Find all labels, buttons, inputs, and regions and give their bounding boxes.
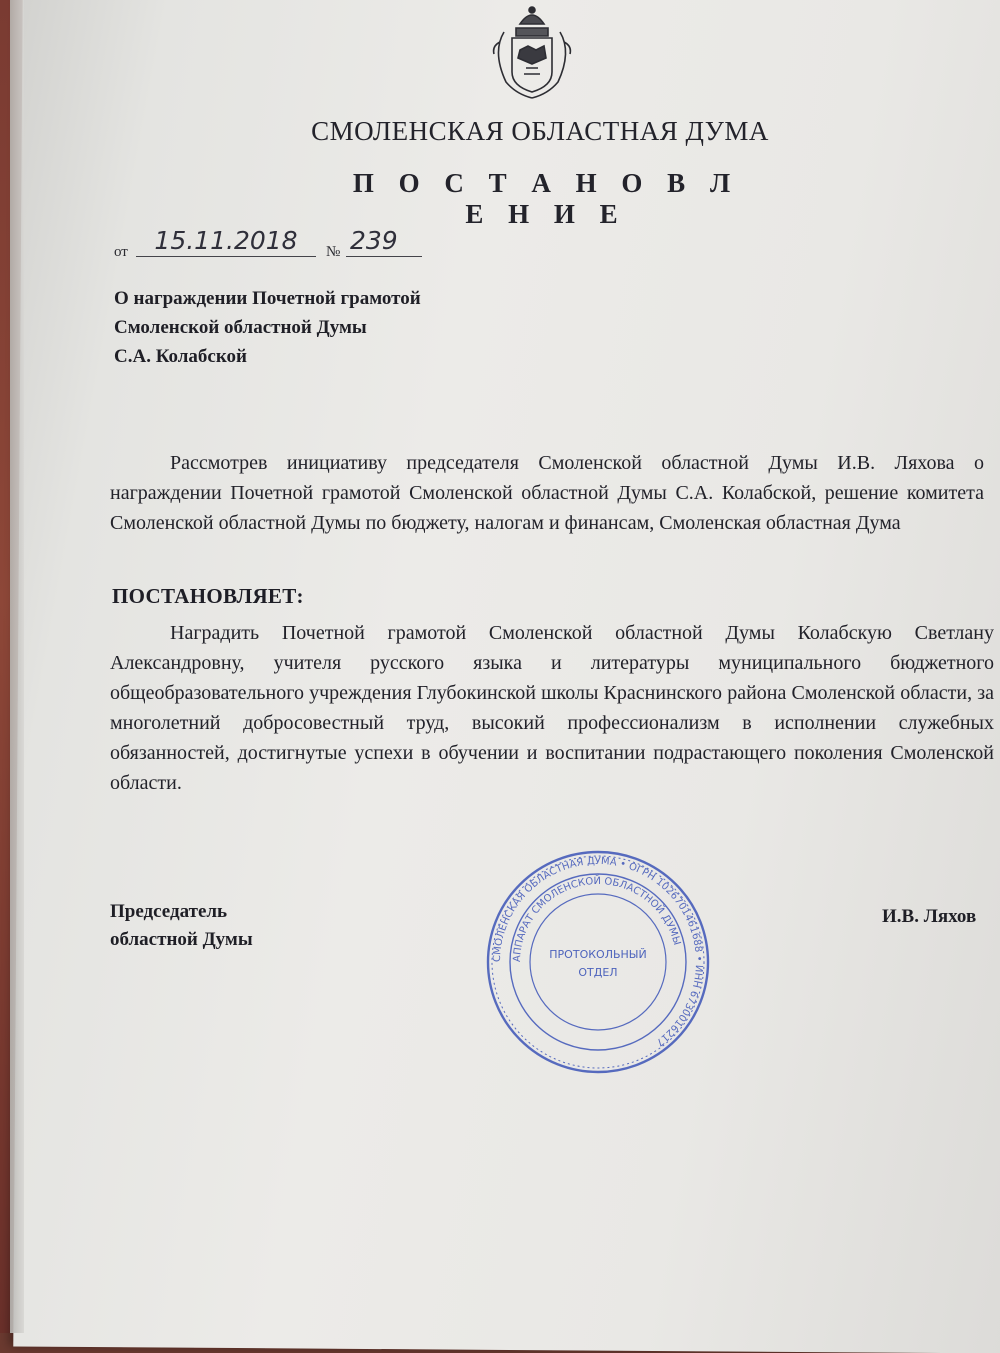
coat-of-arms-icon: [486, 2, 578, 102]
date-number-line: [114, 224, 434, 264]
signatory-title-line: Председатель: [110, 901, 228, 922]
resolves-heading: ПОСТАНОВЛЯЕТ:: [112, 584, 304, 608]
document-date: 15.11.2018: [136, 226, 316, 257]
signatory-title-line: областной Думы: [110, 929, 253, 950]
seal-middle-text: АППАРАТ СМОЛЕНСКОЙ ОБЛАСТНОЙ ДУМЫ: [511, 875, 683, 963]
signatory-name: И.В. Ляхов: [882, 906, 977, 927]
subject-line: Смоленской областной Думы: [114, 317, 367, 338]
seal-center-line: ПРОТОКОЛЬНЫЙ: [549, 948, 647, 961]
seal-outer-text: СМОЛЕНСКАЯ ОБЛАСТНАЯ ДУМА • ОГРН 1026701461688 • ИНН 6730016217: [491, 855, 705, 1048]
resolution-text: Наградить Почетной грамотой Смоленской областной Думы Колабскую Светлану Александровну, учителя русского языка и литературы муниципального бюджетного общеобразовательного учреждения Глубокинской школы Краснинского района Смоленской области, за многолетний добросовестный труд, высокий профессионализм в исполнении служебных обязанностей, достигнутые успехи в обучении и воспитании подрастающего поколения Смоленской области.: [110, 622, 994, 794]
document-subject: [114, 284, 421, 371]
organization-title: СМОЛЕНСКАЯ ОБЛАСТНАЯ ДУМА: [311, 116, 769, 146]
number-sign: №: [326, 244, 341, 260]
preamble-paragraph: [110, 448, 984, 538]
signatory-title: [110, 898, 253, 954]
seal-center-line: ОТДЕЛ: [578, 966, 618, 979]
document-number: 239: [346, 226, 422, 257]
subject-line: О награждении Почетной грамотой: [114, 288, 421, 309]
official-seal: [484, 850, 712, 1074]
resolution-paragraph: [110, 618, 994, 798]
document-type: П О С Т А Н О В Л Е Н И Е: [352, 168, 740, 229]
date-prefix: от: [114, 244, 128, 260]
preamble-text: Рассмотрев инициативу председателя Смоленской областной Думы И.В. Ляхова о награждении Почетной грамотой Смоленской областной Думы С.А. Колабской, решение комитета Смоленской областной Думы по бюджету, налогам и финансам, Смоленская областная Дума: [110, 452, 984, 534]
subject-line: С.А. Колабской: [114, 346, 248, 367]
